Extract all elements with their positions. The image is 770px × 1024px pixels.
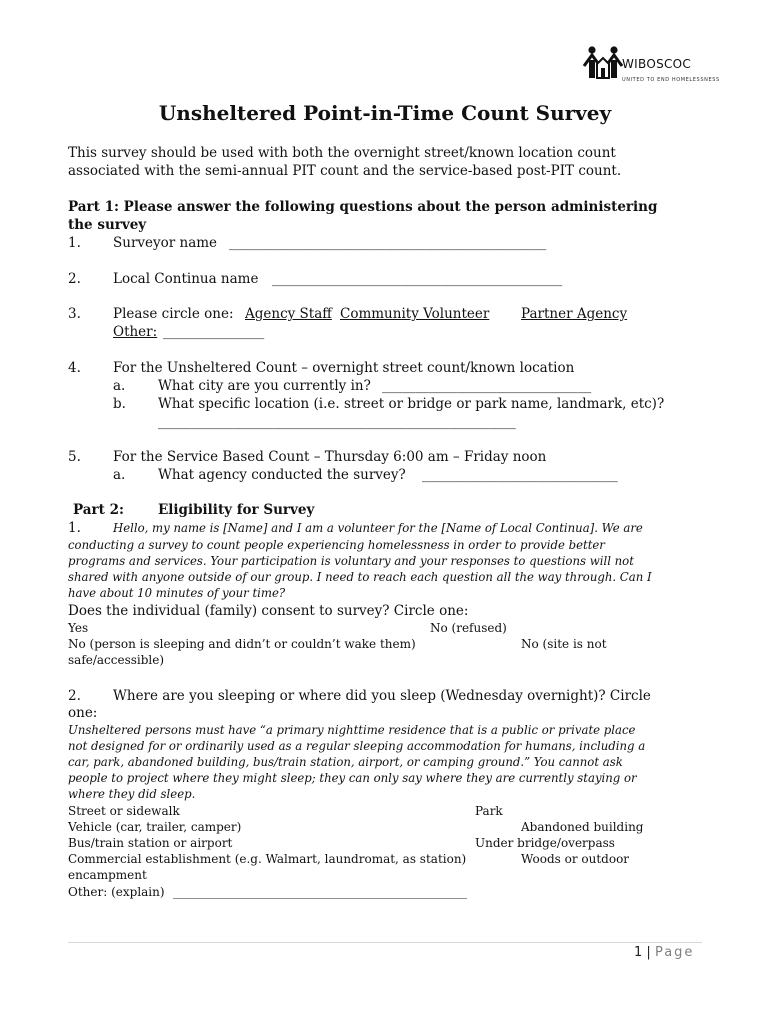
location-field[interactable]: _____________________________________________________ <box>158 414 516 430</box>
p2-q2-number: 2. <box>68 688 81 704</box>
page-label: Page <box>654 945 695 960</box>
option-bus-train[interactable]: Bus/train station or airport <box>68 836 233 850</box>
note-line-2: not designed for or ordinarily used as a regular sleeping accommodation for humans, including a <box>68 739 646 753</box>
q5-number: 5. <box>68 449 81 465</box>
q5a-number: a. <box>113 467 126 483</box>
script-line-1: Hello, my name is [Name] and I am a volunteer for the [Name of Local Continua]. We are <box>113 521 643 535</box>
local-continua-field[interactable]: ___________________________________________ <box>272 271 563 287</box>
option-commercial[interactable]: Commercial establishment (e.g. Walmart, laundromat, as station) <box>68 852 467 866</box>
q5-text: For the Service Based Count – Thursday 6:00 am – Friday noon <box>113 449 547 465</box>
local-continua-label: Local Continua name <box>113 271 259 287</box>
option-agency-staff[interactable]: Agency Staff <box>245 306 332 322</box>
other-explain-field[interactable]: _________________________________________________ <box>173 885 467 899</box>
part2-heading-title: Eligibility for Survey <box>158 502 315 518</box>
q3-number: 3. <box>68 306 81 322</box>
option-abandoned-building[interactable]: Abandoned building <box>521 820 644 834</box>
sleep-question-line-2: one: <box>68 705 98 721</box>
q4a-text: What city are you currently in? <box>158 378 371 394</box>
q4b-text: What specific location (i.e. street or bridge or park name, landmark, etc)? <box>158 396 665 412</box>
option-woods-line-1[interactable]: Woods or outdoor <box>521 852 630 866</box>
part1-heading-line-2: the survey <box>68 217 147 233</box>
script-line-4: shared with anyone outside of our group. I need to reach each question all the way through. Can I <box>68 570 652 584</box>
option-vehicle[interactable]: Vehicle (car, trailer, camper) <box>68 820 242 834</box>
page-title: Unsheltered Point-in-Time Count Survey <box>158 101 612 125</box>
page-separator: | <box>646 945 651 960</box>
intro-line-1: This survey should be used with both the overnight street/known location count <box>68 145 616 161</box>
q4-number: 4. <box>68 360 81 376</box>
option-other[interactable]: Other: <box>113 324 158 340</box>
option-no-site-line-1[interactable]: No (site is not <box>521 637 607 651</box>
q1-number: 1. <box>68 235 81 251</box>
other-field[interactable]: _______________ <box>163 324 265 340</box>
sleep-question-line-1: Where are you sleeping or where did you sleep (Wednesday overnight)? Circle <box>113 688 651 704</box>
surveyor-name-field[interactable]: _______________________________________________ <box>229 235 547 251</box>
logo-tagline: UNITED TO END HOMELESSNESS <box>622 77 720 83</box>
option-no-site-line-2[interactable]: safe/accessible) <box>68 653 165 667</box>
city-field[interactable]: _______________________________ <box>382 378 592 394</box>
note-line-5: where they did sleep. <box>68 787 196 801</box>
consent-question: Does the individual (family) consent to survey? Circle one: <box>68 603 469 619</box>
circle-one-label: Please circle one: <box>113 306 234 322</box>
script-line-3: programs and services. Your participation is voluntary and your responses to questions will not <box>68 554 634 568</box>
organization-logo <box>580 44 720 86</box>
agency-field[interactable]: _____________________________ <box>422 467 618 483</box>
script-line-2: conducting a survey to count people experiencing homelessness in order to provide better <box>68 538 605 552</box>
part1-heading-line-1: Part 1: Please answer the following questions about the person administering <box>68 199 658 215</box>
q5a-text: What agency conducted the survey? <box>158 467 406 483</box>
q4-text: For the Unsheltered Count – overnight street count/known location <box>113 360 575 376</box>
surveyor-name-label: Surveyor name <box>113 235 218 251</box>
note-line-1: Unsheltered persons must have “a primary nighttime residence that is a public or private place <box>68 723 636 737</box>
footer-divider <box>68 942 702 943</box>
page-number: 1 <box>634 945 643 960</box>
option-no-sleeping[interactable]: No (person is sleeping and didn’t or couldn’t wake them) <box>68 637 416 651</box>
q4a-number: a. <box>113 378 126 394</box>
option-community-volunteer[interactable]: Community Volunteer <box>340 306 490 322</box>
part2-heading: Part 2: <box>73 502 124 518</box>
script-line-5: have about 10 minutes of your time? <box>68 586 286 600</box>
p2-q1-number: 1. <box>68 520 81 536</box>
logo-name: WIBOSCOC <box>622 57 692 71</box>
option-yes[interactable]: Yes <box>68 621 89 635</box>
note-line-3: car, park, abandoned building, bus/train station, airport, or camping ground.” You cannot ask <box>68 755 623 769</box>
option-under-bridge[interactable]: Under bridge/overpass <box>475 836 615 850</box>
house-people-icon <box>580 44 626 82</box>
page-footer <box>634 945 694 960</box>
option-partner-agency[interactable]: Partner Agency <box>521 306 628 322</box>
option-other-explain[interactable]: Other: (explain) <box>68 885 165 899</box>
option-woods-line-2[interactable]: encampment <box>68 868 147 882</box>
option-park[interactable]: Park <box>475 804 503 818</box>
q4b-number: b. <box>113 396 126 412</box>
q2-number: 2. <box>68 271 81 287</box>
option-no-refused[interactable]: No (refused) <box>430 621 507 635</box>
option-street[interactable]: Street or sidewalk <box>68 804 180 818</box>
intro-line-2: associated with the semi-annual PIT count and the service-based post-PIT count. <box>68 163 622 179</box>
note-line-4: people to project where they might sleep; they can only say where they are currently staying or <box>68 771 637 785</box>
